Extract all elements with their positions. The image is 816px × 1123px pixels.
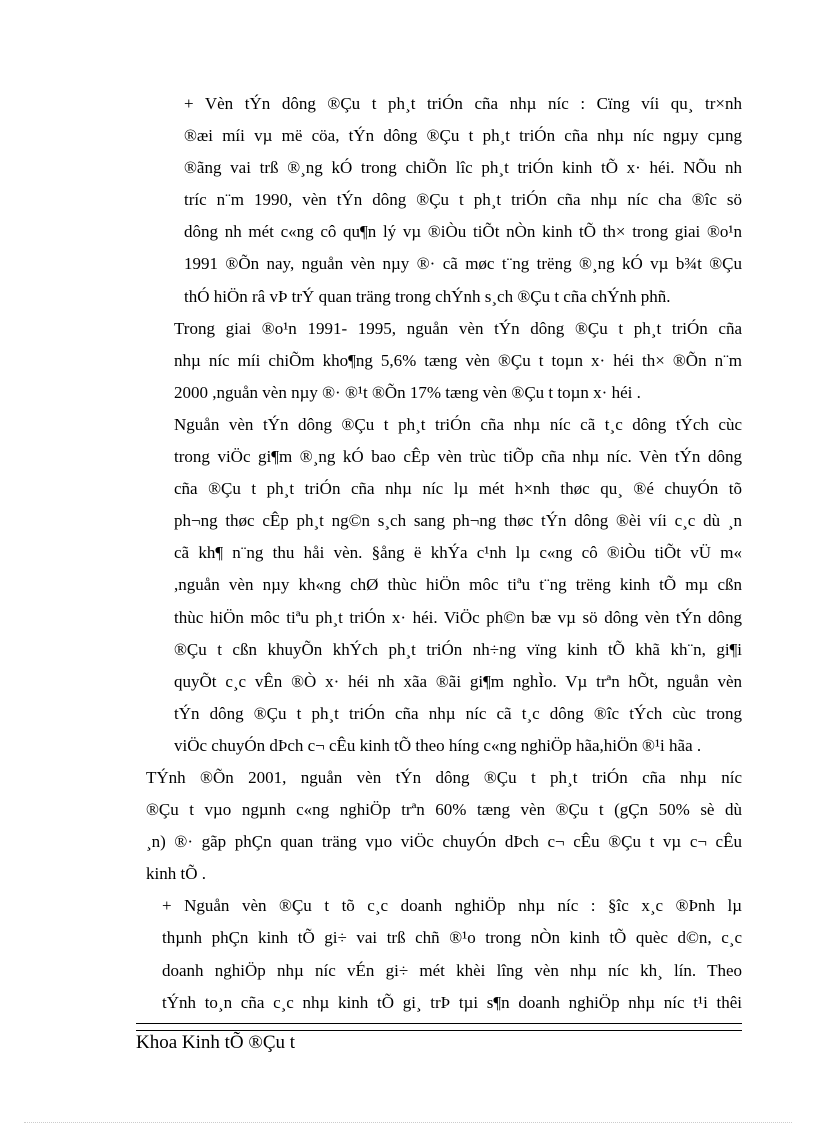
text-line: cã kh¶ n¨ng thu håi vèn. §ång ë khÝa c¹nh lµ c«ng cô ®iÒu tiÕt vÜ m« [174, 543, 742, 563]
text-line: trong viÖc gi¶m ®¸ng kÓ bao cÊp vèn trùc tiÕp cña nhµ níc. Vèn tÝn dông [174, 447, 742, 467]
text-line: + Nguån vèn ®Çu t tõ c¸c doanh nghiÖp nhµ níc : §îc x¸c ®Þnh lµ [162, 896, 742, 916]
text-line: doanh nghiÖp nhµ níc vÉn gi÷ mét khèi lîng vèn nhµ níc kh¸ lín. Theo [162, 960, 742, 980]
text-line: ®æi míi vµ më cöa, tÝn dông ®Çu t ph¸t triÓn cña nhµ níc ngµy cµng [184, 126, 742, 146]
text-line: tríc n¨m 1990, vèn tÝn dông ®Çu t ph¸t triÓn cña nhµ níc cha ®îc sö [184, 190, 742, 210]
text-line: ph¬ng thøc cÊp ph¸t ng©n s¸ch sang ph¬ng thøc tÝn dông ®èi víi c¸c dù ¸n [174, 511, 742, 531]
text-line: nhµ níc míi chiÕm kho¶ng 5,6% tæng vèn ®Çu t toµn x· héi th× ®Õn n¨m [174, 350, 742, 370]
text-line: dông nh mét c«ng cô qu¶n lý vµ ®iÒu tiÕt nÒn kinh tÕ th× trong giai ®o¹n [184, 222, 742, 242]
footer-divider [136, 1023, 742, 1031]
text-line: kinh tÕ . [146, 864, 206, 884]
text-line: Nguån vèn tÝn dông ®Çu t ph¸t triÓn cña nhµ níc cã t¸c dông tÝch cùc [174, 414, 742, 434]
text-line: ¸n) ®· gãp phÇn quan träng vµo viÖc chuyÓn dÞch c¬ cÊu ®Çu t vµ c¬ cÊu [146, 832, 742, 852]
text-line: viÖc chuyÓn dÞch c¬ cÊu kinh tÕ theo híng c«ng nghiÖp hãa,hiÖn ®¹i hãa . [174, 735, 702, 755]
text-line: 2000 ,nguån vèn nµy ®· ®¹t ®Õn 17% tæng vèn ®Çu t toµn x· héi . [174, 382, 641, 402]
text-line: thÓ hiÖn râ vÞ trÝ quan träng trong chÝnh s¸ch ®Çu t cña chÝnh phñ. [184, 286, 671, 306]
text-line: ,nguån vèn nµy kh«ng chØ thùc hiÖn môc tiªu t¨ng trëng kinh tÕ mµ cßn [174, 575, 742, 595]
paragraph-2001 [136, 762, 742, 890]
text-line: cña ®Çu t ph¸t triÓn cña nhµ níc lµ mét h×nh thøc qu¸ ®é chuyÓn tõ [174, 479, 742, 499]
text-line: thµnh phÇn kinh tÕ gi÷ vai trß chñ ®¹o trong nÒn kinh tÕ quèc d©n, c¸c [162, 928, 742, 948]
text-line: + Vèn tÝn dông ®Çu t ph¸t triÓn cña nhµ níc : Cïng víi qu¸ tr×nh [184, 94, 742, 113]
text-line: tÝnh to¸n cña c¸c nhµ kinh tÕ gi¸ trÞ tµi s¶n doanh nghiÖp nhµ níc t¹i thêi [162, 992, 742, 1012]
text-line: quyÕt c¸c vÊn ®Ò x· héi nh xãa ®ãi gi¶m nghÌo. Vµ trªn hÕt, nguån vèn [174, 671, 742, 691]
text-line: 1991 ®Õn nay, nguån vèn nµy ®· cã møc t¨ng trëng ®¸ng kÓ vµ b¾t ®Çu [184, 254, 742, 274]
text-line: TÝnh ®Õn 2001, nguån vèn tÝn dông ®Çu t ph¸t triÓn cña nhµ níc [146, 767, 742, 787]
footer-faculty-name: Khoa Kinh tÕ ®Çu t [136, 1032, 296, 1053]
text-line: ®Çu t vµo ngµnh c«ng nghiÖp trªn 60% tæng vèn ®Çu t (gÇn 50% sè dù [146, 800, 742, 820]
text-line: ®ãng vai trß ®¸ng kÓ trong chiÕn lîc ph¸t triÓn kinh tÕ x· héi. NÕu nh [184, 158, 742, 178]
text-line: Trong giai ®o¹n 1991- 1995, nguån vèn tÝn dông ®Çu t ph¸t triÓn cña [174, 318, 742, 338]
text-line: tÝn dông ®Çu t ph¸t triÓn cña nhµ níc cã t¸c dông ®îc tÝch cùc trong [174, 703, 742, 723]
paragraph-state-credit-capital [136, 88, 742, 313]
paragraph-1991-1995 [136, 313, 742, 409]
text-line: thùc hiÖn môc tiªu ph¸t triÓn x· héi. ViÖc ph©n bæ vµ sö dông vèn tÝn dông [174, 607, 742, 627]
paragraph-credit-effects [136, 409, 742, 762]
paragraph-state-enterprises [136, 890, 742, 1018]
document-body [136, 88, 742, 1019]
text-line: ®Çu t cßn khuyÕn khÝch ph¸t triÓn nh÷ng vïng kinh tÕ khã kh¨n, gi¶i [174, 639, 742, 659]
